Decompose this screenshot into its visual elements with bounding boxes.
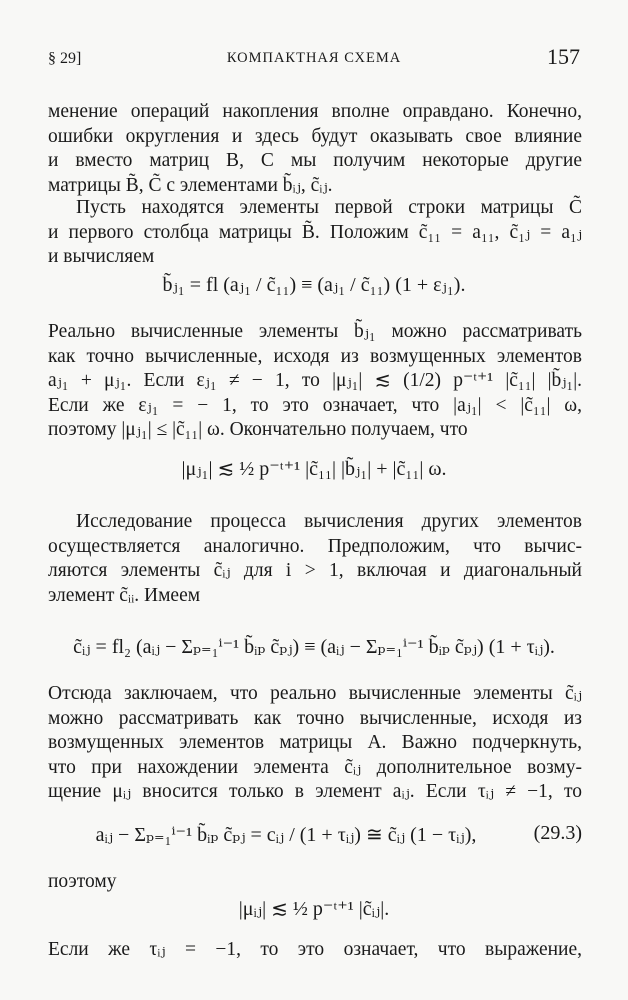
text-line: матрицы B̃, C̃ с элементами b̃ᵢⱼ, c̃ᵢⱼ.: [48, 174, 333, 196]
text-line: возмущенных элементов матрицы A. Важно подчеркнуть,: [48, 732, 582, 753]
text-line: поэтому |μⱼ₁| ≤ |c̃₁₁| ω. Окончательно получаем, что: [48, 419, 468, 440]
paragraph-1: [48, 100, 582, 198]
text-line: можно рассматривать как точно вычисленные, исходя из: [48, 707, 582, 729]
text-line: и вычисляем: [48, 246, 155, 267]
equation-2: |μⱼ₁| ≲ ½ p⁻ᵗ⁺¹ |c̃₁₁| |b̃ⱼ₁| + |c̃₁₁| ω.: [181, 458, 447, 480]
equation-number: (29.3): [533, 822, 582, 844]
text-line: aⱼ₁ + μⱼ₁. Если εⱼ₁ ≠ − 1, то |μⱼ₁| ≲ (1/2) p⁻ᵗ⁺¹ |c̃₁₁| |b̃ⱼ₁|.: [48, 370, 582, 391]
paragraph-5: [48, 682, 582, 805]
text-line: и первого столбца матрицы B̃. Положим c̃₁₁ = a₁₁, c̃₁ⱼ = a₁ⱼ: [48, 221, 582, 243]
text-line: как точно вычисленные, исходя из возмущенных элементов: [48, 345, 582, 367]
paragraph-4: [48, 510, 582, 608]
paragraph-7: [48, 938, 582, 963]
text-line: элемент c̃ᵢᵢ. Имеем: [48, 584, 201, 606]
text-line: Если же εⱼ₁ = − 1, то это означает, что |aⱼ₁| < |c̃₁₁| ω,: [48, 394, 582, 416]
paragraph-6: поэтому: [48, 871, 117, 892]
text-line: осуществляется аналогично. Предположим, что вычис-: [48, 535, 582, 557]
text-line: менение операций накопления вполне оправдано. Конечно,: [48, 101, 582, 122]
running-header: [48, 44, 580, 72]
text-line: Исследование процесса вычисления других элементов: [76, 511, 582, 532]
equation-3: c̃ᵢⱼ = fl₂ (aᵢⱼ − Σₚ₌₁ⁱ⁻¹ b̃ᵢₚ c̃ₚⱼ) ≡ (aᵢⱼ − Σₚ₌₁ⁱ⁻¹ b̃ᵢₚ c̃ₚⱼ) (1 + τᵢⱼ).: [73, 636, 555, 658]
text-line: что при нахождении элемента c̃ᵢⱼ дополнительное возму-: [48, 756, 582, 778]
equation-4: aᵢⱼ − Σₚ₌₁ⁱ⁻¹ b̃ᵢₚ c̃ₚⱼ = cᵢⱼ / (1 + τᵢⱼ) ≅ c̃ᵢⱼ (1 − τᵢⱼ),: [95, 824, 477, 846]
paragraph-2: [48, 196, 582, 270]
text-line: ляются элементы c̃ᵢⱼ для i > 1, включая и диагональный: [48, 560, 582, 581]
text-line: Отсюда заключаем, что реально вычисленные элементы c̃ᵢⱼ: [48, 683, 582, 704]
equation-1: b̃ⱼ₁ = fl (aⱼ₁ / c̃₁₁) ≡ (aⱼ₁ / c̃₁₁) (1 + εⱼ₁).: [162, 274, 466, 296]
text-line: Пусть находятся элементы первой строки матрицы C̃: [76, 197, 582, 218]
text-line: ошибки округления и здесь будут оказывать свое влияние: [48, 125, 582, 147]
text-line: щение μᵢⱼ вносится только в элемент aᵢⱼ. Если τᵢⱼ ≠ −1, то: [48, 781, 582, 802]
running-title: КОМПАКТНАЯ СХЕМА: [226, 50, 402, 66]
text-line: и вместо матриц B, C мы получим некоторые другие: [48, 150, 582, 171]
text-line: Реально вычисленные элементы b̃ⱼ₁ можно рассматривать: [48, 321, 582, 342]
page-number: 157: [547, 44, 580, 69]
text-line: Если же τᵢⱼ = −1, то это означает, что выражение,: [48, 939, 582, 960]
paragraph-3: [48, 320, 582, 443]
equation-5: |μᵢⱼ| ≲ ½ p⁻ᵗ⁺¹ |c̃ᵢⱼ|.: [238, 898, 390, 920]
section-number: § 29]: [48, 50, 82, 67]
